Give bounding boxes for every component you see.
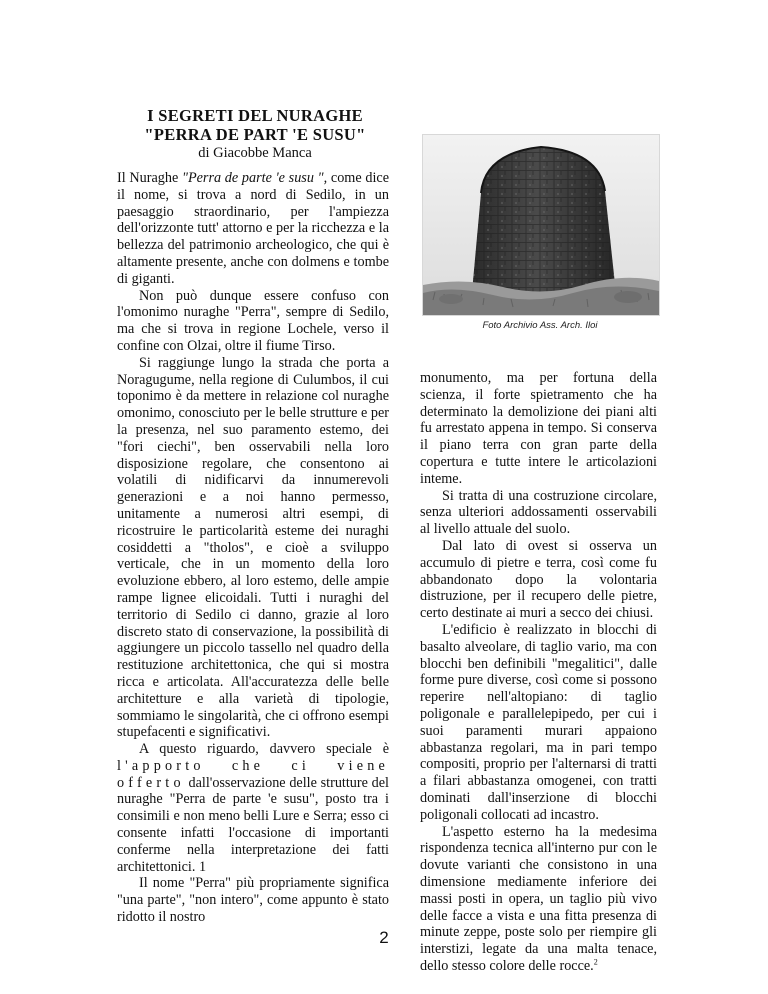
paragraph: Dal lato di ovest si osserva un accumulo di pietre e terra, così come fu abbandonato dopo la volontaria distruzione, per il recupero delle pietre, certo destinate ai muri a secco dei chiusi. [420,537,657,622]
paragraph: Il nome "Perra" più propriamente significa "una parte", "non intero", come appunto è stato ridotto il nostro [117,875,389,926]
title-line-2: "PERRA DE PART 'E SUSU" [144,125,366,144]
title-line-1: I SEGRETI DEL NURAGHE [147,106,363,125]
paragraph: monumento, ma per fortuna della scienza, il forte spietramento che ha determinato la demolizione dei piani alti fu arrestato appena in tempo. Si conserva il piano terra con gran parte della copertura e tutte intere le articolazioni inteme. [420,370,657,487]
paragraph: A questo riguardo, davvero speciale è l'apporto che ci viene offerto dall'osservazione delle strutture del nuraghe "Perra de parte 'e susu", posto tra i consimili e non meno belli Lure e Serra; esso ci consente infatti l'occasione di importanti conferme nella interpretazione dei fatti architettonici. 1 [117,741,389,875]
paragraph: Non può dunque essere confuso con l'omonimo nuraghe "Perra", sempre di Sedilo, ma che si trova in regione Lochele, verso il confine con Olzai, oltre il fiume Tirso. [117,287,389,354]
nuraghe-photo [422,134,660,316]
article-title [120,106,390,144]
paragraph: Si tratta di una costruzione circolare, senza ulteriori addossamenti osservabili al livello attuale del suolo. [420,487,657,538]
paragraph: L'edificio è realizzato in blocchi di basalto alveolare, di taglio vario, ma con blocchi ben definibili "megalitici", dalle forme pure diverse, così come si possono reperire nell'altopiano: di taglio poligonale e parallelepipedo, per cui i suoi paramenti murari appaiono abbastanza regolari, ma in pari tempo compositi, proprio per l'alternarsi di tratti a filari abbastanza omogenei, con tratti dominati dall'inserzione di blocchi poligonali collocati ad incastro. [420,621,657,823]
paragraph: Si raggiunge lungo la strada che porta a Noragugume, nella regione di Culumbos, il cui toponimo è da mettere in relazione col nuraghe omonimo, conosciuto per le belle strutture e per la presenza, nel suo paramento estemo, dei "fori ciechi", ben osservabili nella loro disposizione regolare, che consentono ai volatili di nidificarvi da innumerevoli generazioni e a noi hanno permesso, unitamente a numerosi altri esempi, di ricostruire le particolarità esteme dei nuraghi cosiddetti a "tholos", e cioè a sviluppo verticale, che in un momento della loro evoluzione ebbero, al loro estemo, delle ampie rampe lignee elicoidali. Tutti i nuraghi del territorio di Sedilo ci danno, grazie al loro discreto stato di conservazione, la possibilità di aggiungere un piccolo tassello nel quadro della restituzione architettonica, che qui si mostra ricca e articolata. All'accuratezza delle belle architetture e alla varietà di tipologie, sommiamo le singolarità, che ci offrono esempi stupefacenti e significativi. [117,354,389,741]
author-byline: di Giacobbe Manca [198,145,312,161]
paragraph: Il Nuraghe "Perra de parte 'e susu ", come dice il nome, si trova a nord di Sedilo, in un paesaggio straordinario, per l'ampiezza dell'orizzonte tutt' attorno e per la ricchezza e la bellezza del patrimonio archeologico, che qui è altamente presente, anche con dolmens e tombe di giganti. [117,170,390,287]
footnote-marker: 2 [593,957,598,967]
photo-caption: Foto Archivio Ass. Arch. Iloi [482,320,598,331]
left-text-column [117,170,389,926]
nuraghe-tower-image [423,135,659,315]
right-text-column [420,370,657,975]
page-number: 2 [379,928,389,947]
paragraph: L'aspetto esterno ha la medesima rispondenza tecnica all'interno pur con le dovute varianti che consistono in una dimensione mediamente inferiore dei massi posti in opera, un taglio più vivo delle facce a vista e una fitta presenza di minute zeppe, poste solo per riempire gli interstizi, legate da una malta tenace, dello stesso colore delle rocce.$^2$ [420,823,657,974]
